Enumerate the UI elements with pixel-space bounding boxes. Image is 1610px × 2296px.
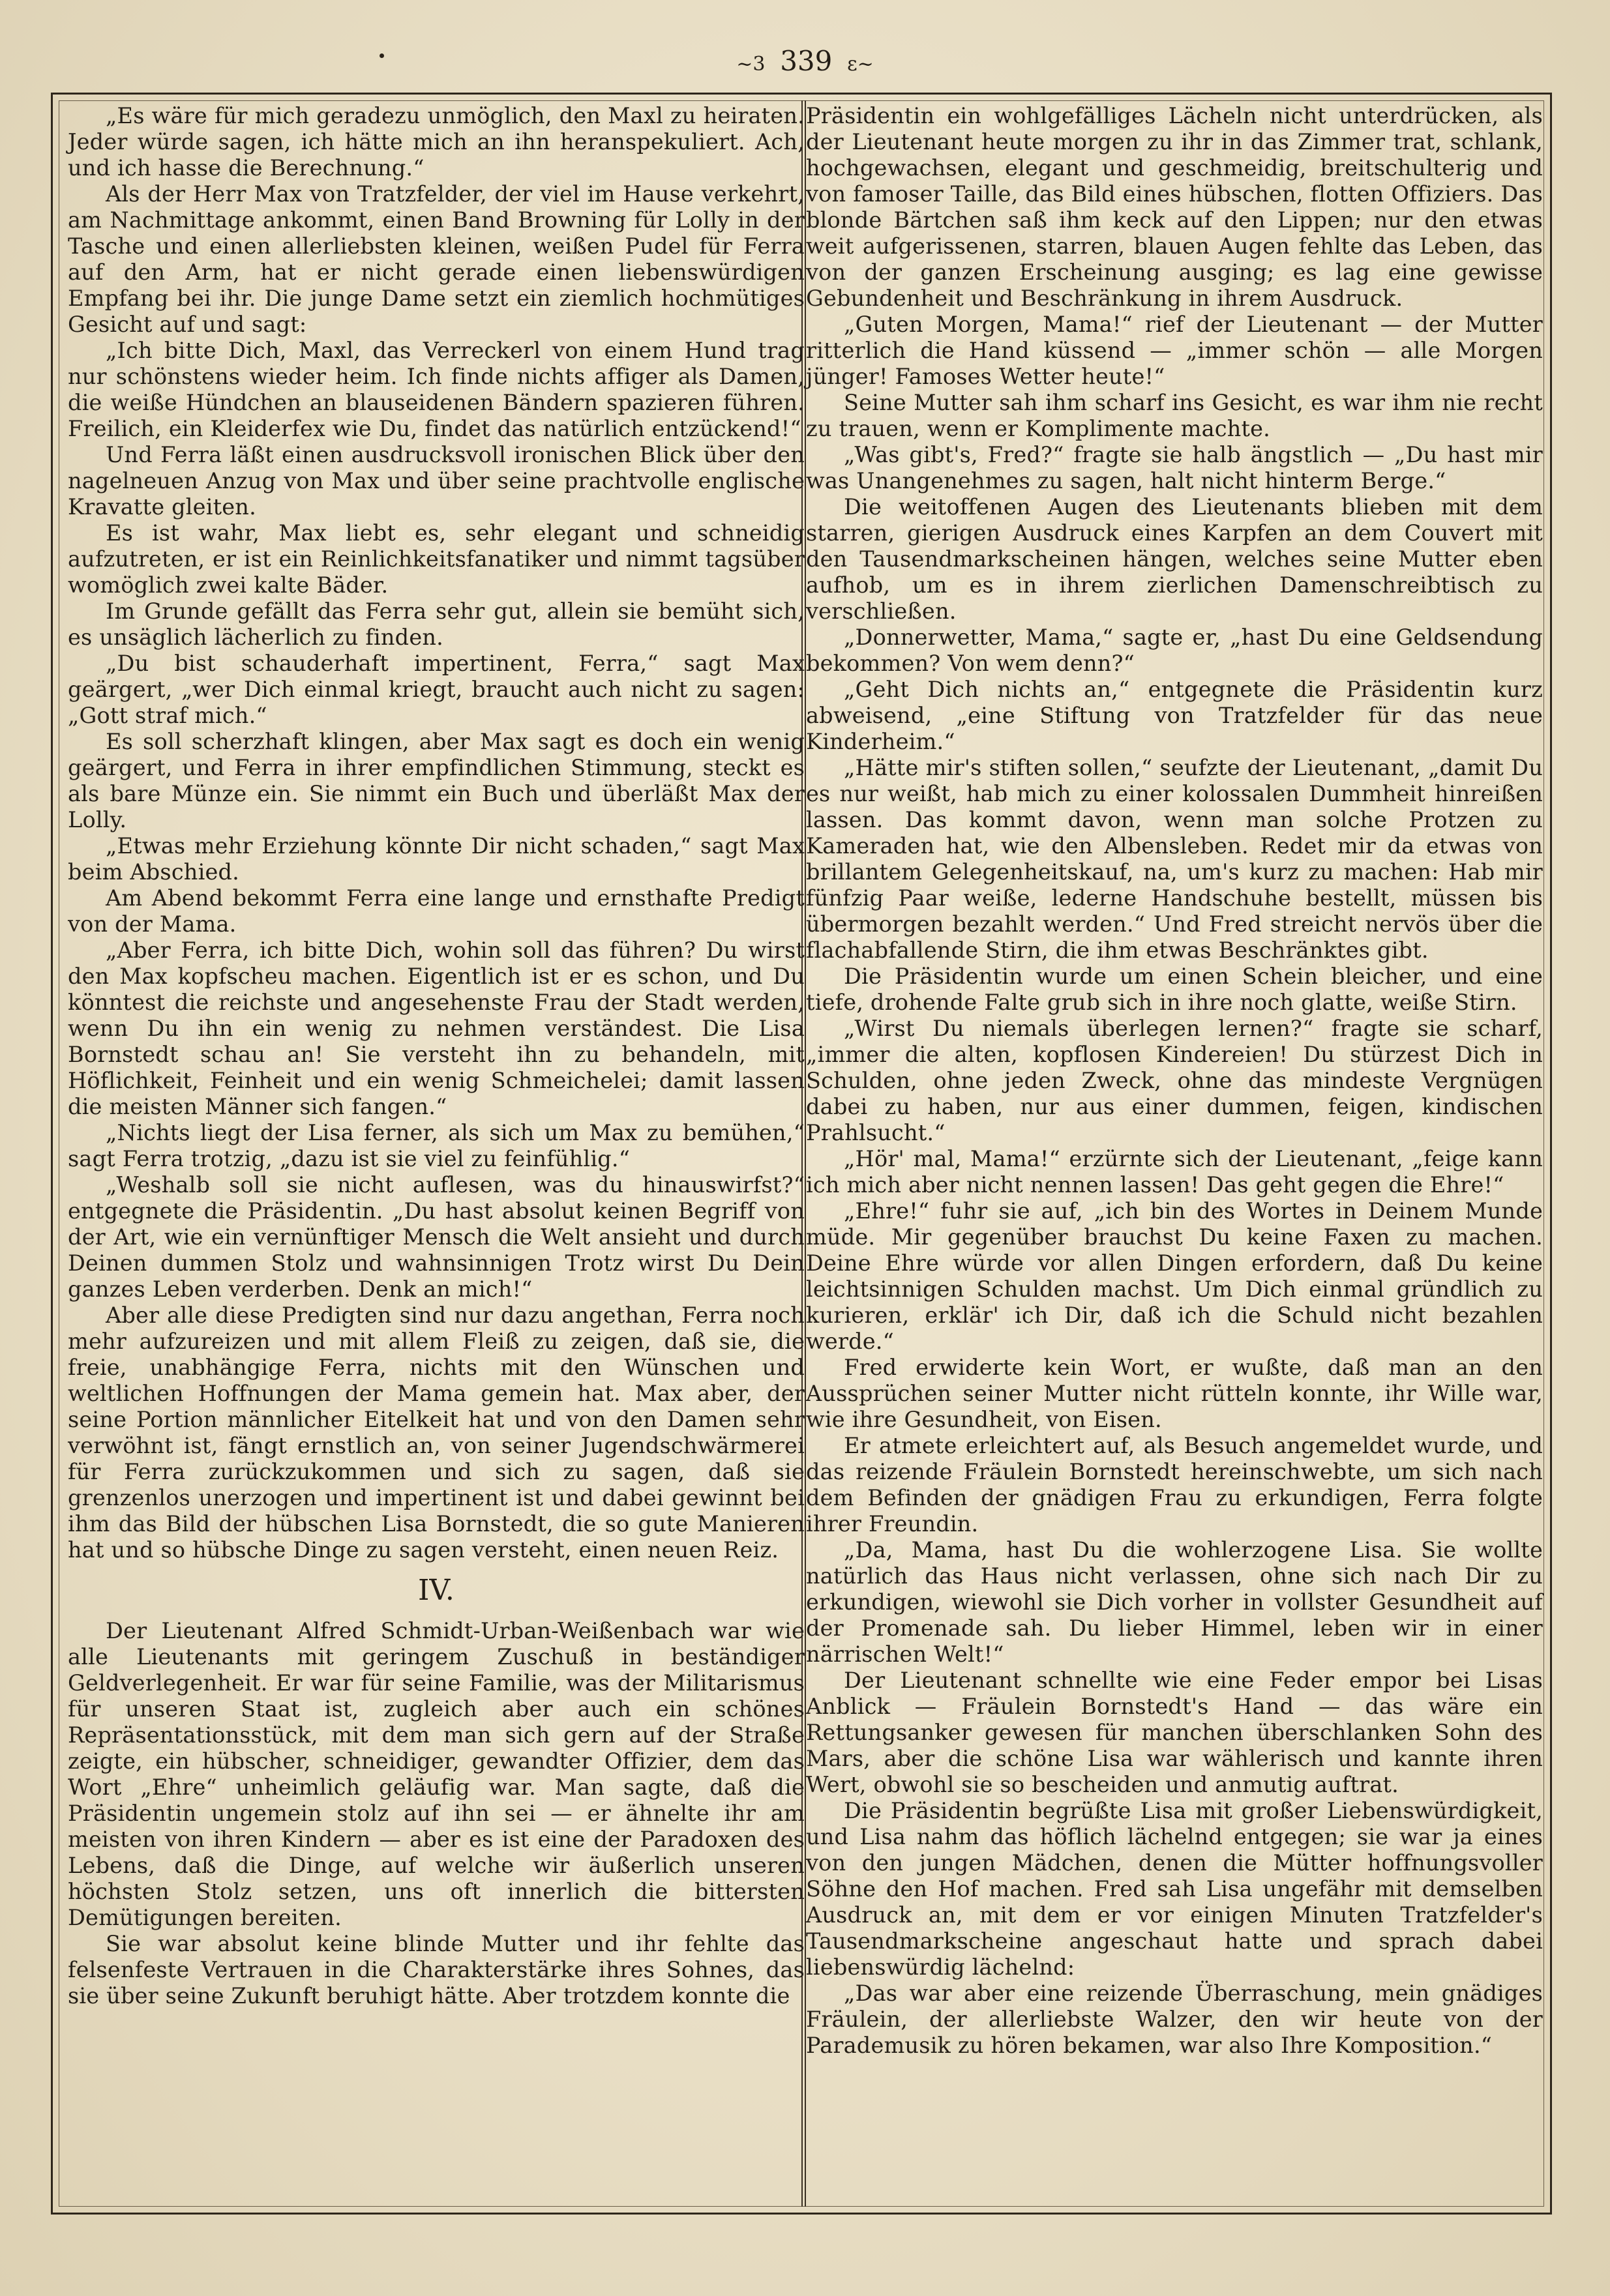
left-column	[68, 103, 805, 2205]
paragraph: „Das war aber eine reizende Überraschung, mein gnädiges Fräulein, der allerliebste Walzer, den wir heute von der Parademusik zu hören bekamen, war also Ihre Komposition.“	[806, 1980, 1543, 2058]
right-column	[806, 103, 1543, 2205]
paragraph: „Guten Morgen, Mama!“ rief der Lieutenant — der Mutter ritterlich die Hand küssend — „immer schön — alle Morgen jünger! Famoses Wetter heute!“	[806, 312, 1543, 389]
section-heading: IV.	[417, 1574, 455, 1607]
paragraph: „Es wäre für mich geradezu unmöglich, den Maxl zu heiraten. Jeder würde sagen, ich hätte mich an ihn heranspekuliert. Ach, und ich hasse die Berechnung.“	[68, 103, 805, 181]
paragraph: „Geht Dich nichts an,“ entgegnete die Präsidentin kurz abweisend, „eine Stiftung von Tratzfelder für das neue Kinderheim.“	[806, 677, 1543, 754]
paragraph: Als der Herr Max von Tratzfelder, der viel im Hause verkehrt, am Nachmittage ankommt, einen Band Browning für Lolly in der Tasche und einen allerliebsten kleinen, weißen Pudel für Ferra auf den Arm, hat er nicht gerade einen liebenswürdigen Empfang bei ihr. Die junge Dame setzt ein ziemlich hochmütiges Gesicht auf und sagt:	[68, 181, 805, 337]
header-ornament-right: ε~	[847, 53, 874, 76]
paragraph: „Etwas mehr Erziehung könnte Dir nicht schaden,“ sagt Max beim Abschied.	[68, 833, 805, 885]
paragraph: „Ich bitte Dich, Maxl, das Verreckerl von einem Hund trag nur schönstens wieder heim. Ich finde nichts affiger als Damen, die weiße Hündchen an blauseidenen Bändern spazieren führen. Freilich, ein Kleiderfex wie Du, findet das natürlich entzückend!“	[68, 338, 805, 441]
paragraph: „Weshalb soll sie nicht auflesen, was du hinauswirfst?“ entgegnete die Präsidentin. „Du hast absolut keinen Begriff von der Art, wie ein vernünftiger Mensch die Welt ansieht und durch Deinen dummen Stolz und wahnsinnigen Trotz wirst Du Dein ganzes Leben verderben. Denk an mich!“	[68, 1172, 805, 1302]
paragraph: „Hätte mir's stiften sollen,“ seufzte der Lieutenant, „damit Du es nur weißt, hab mich zu einer kolossalen Dummheit hinreißen lassen. Das kommt davon, wenn man solche Protzen zu Kameraden hat, wie den Albensleben. Redet mir da etwas von brillantem Gelegenheitskauf, na, um's kurz zu machen: Hab mir fünfzig Paar weiße, lederne Handschuhe bestellt, müssen bis übermorgen bezahlt werden.“ Und Fred streicht nervös über die flachabfallende Stirn, die ihm etwas Beschränktes gibt.	[806, 755, 1543, 963]
page-number: 339	[780, 45, 833, 77]
paragraph: Er atmete erleichtert auf, als Besuch angemeldet wurde, und das reizende Fräulein Bornstedt hereinschwebte, um sich nach dem Befinden der gnädigen Frau zu erkundigen, Ferra folgte ihrer Freundin.	[806, 1433, 1543, 1537]
paragraph-continued: Präsidentin ein wohlgefälliges Lächeln nicht unterdrücken, als der Lieutenant heute morgen zu ihr in das Zimmer trat, schlank, hochgewachsen, elegant und geschmeidig, breitschulterig und von famoser Taille, das Bild eines hübschen, flotten Offiziers. Das blonde Bärtchen saß ihm keck auf den Lippen; nur den etwas weit aufgerissenen, starren, blauen Augen fehlte das Leben, das von der ganzen Erscheinung ausging; es lag eine gewisse Gebundenheit und Beschränkung in ihrem Ausdruck.	[806, 103, 1543, 311]
paragraph: Es soll scherzhaft klingen, aber Max sagt es doch ein wenig geärgert, und Ferra in ihrer empfindlichen Stimmung, steckt es als bare Münze ein. Sie nimmt ein Buch und überläßt Max der Lolly.	[68, 729, 805, 832]
paragraph: Die Präsidentin wurde um einen Schein bleicher, und eine tiefe, drohende Falte grub sich in ihre noch glatte, weiße Stirn.	[806, 964, 1543, 1015]
paragraph: „Du bist schauderhaft impertinent, Ferra,“ sagt Max geärgert, „wer Dich einmal kriegt, braucht auch nicht zu sagen: „Gott straf mich.“	[68, 651, 805, 728]
paragraph: Der Lieutenant schnellte wie eine Feder empor bei Lisas Anblick — Fräulein Bornstedt's Hand — das wäre ein Rettungsanker gewesen für manchen überschlanken Sohn des Mars, aber die schöne Lisa war wählerisch und kannte ihren Wert, obwohl sie so bescheiden und anmutig auftrat.	[806, 1668, 1543, 1797]
paragraph: Seine Mutter sah ihm scharf ins Gesicht, es war ihm nie recht zu trauen, wenn er Komplimente machte.	[806, 390, 1543, 441]
paragraph: Aber alle diese Predigten sind nur dazu angethan, Ferra noch mehr aufzureizen und mit allem Fleiß zu zeigen, daß sie, die freie, unabhängige Ferra, nichts mit den Wünschen und weltlichen Hoffnungen der Mama gemein hat. Max aber, der seine Portion männlicher Eitelkeit hat und von den Damen sehr verwöhnt ist, fängt ernstlich an, von seiner Jugendschwärmerei für Ferra zurückzukommen und sich zu sagen, daß sie grenzenlos unerzogen und impertinent ist und dabei gewinnt bei ihm das Bild der hübschen Lisa Bornstedt, die so gute Manieren hat und so hübsche Dinge zu sagen versteht, einen neuen Reiz.	[68, 1303, 805, 1563]
paragraph: Fred erwiderte kein Wort, er wußte, daß man an den Aussprüchen seiner Mutter nicht rütteln konnte, ihr Wille war, wie ihre Gesundheit, von Eisen.	[806, 1355, 1543, 1432]
paragraph: Es ist wahr, Max liebt es, sehr elegant und schneidig aufzutreten, er ist ein Reinlichkeitsfanatiker und nimmt tagsüber womöglich zwei kalte Bäder.	[68, 520, 805, 598]
paragraph: „Nichts liegt der Lisa ferner, als sich um Max zu bemühen,“ sagt Ferra trotzig, „dazu ist sie viel zu feinfühlig.“	[68, 1120, 805, 1171]
paragraph: „Was gibt's, Fred?“ fragte sie halb ängstlich — „Du hast mir was Unangenehmes zu sagen, halt nicht hinterm Berge.“	[806, 442, 1543, 493]
paragraph: Die Präsidentin begrüßte Lisa mit großer Liebenswürdigkeit, und Lisa nahm das höflich lächelnd entgegen; sie war ja eines von den jungen Mädchen, denen die Mütter hoffnungsvoller Söhne den Hof machen. Fred sah Lisa ungefähr mit demselben Ausdruck an, mit dem er vor einigen Minuten Tratzfelder's Tausendmarkscheine angeschaut hatte und sprach dabei liebenswürdig lächelnd:	[806, 1798, 1543, 1980]
paragraph: „Da, Mama, hast Du die wohlerzogene Lisa. Sie wollte natürlich das Haus nicht verlassen, ohne sich nach Dir zu erkundigen, wiewohl sie Dich vorher in vollster Gesundheit auf der Promenade sah. Du lieber Himmel, leben wir in einer närrischen Welt!“	[806, 1537, 1543, 1667]
paragraph: „Ehre!“ fuhr sie auf, „ich bin des Wortes in Deinem Munde müde. Mir gegenüber brauchst Du keine Faxen zu machen. Deine Ehre würde vor allen Dingen erfordern, daß Du keine leichtsinnigen Schulden machst. Um Dich einmal gründlich zu kurieren, erklär' ich Dir, daß ich die Schuld nicht bezahlen werde.“	[806, 1198, 1543, 1354]
page-header	[0, 42, 1610, 81]
paragraph: „Wirst Du niemals überlegen lernen?“ fragte sie scharf, „immer die alten, kopflosen Kindereien! Du stürzest Dich in Schulden, ohne jeden Zweck, ohne das mindeste Vergnügen dabei zu haben, nur aus einer dummen, feigen, kindischen Prahlsucht.“	[806, 1016, 1543, 1145]
paragraph: Und Ferra läßt einen ausdrucksvoll ironischen Blick über den nagelneuen Anzug von Max und über seine prachtvolle englische Kravatte gleiten.	[68, 442, 805, 520]
paragraph: Die weitoffenen Augen des Lieutenants blieben mit dem starren, gierigen Ausdruck eines Karpfen an dem Couvert mit den Tausendmarkscheinen hängen, welches seine Mutter eben aufhob, um es in ihrem zierlichen Damenschreibtisch zu verschließen.	[806, 494, 1543, 624]
paragraph: „Hör' mal, Mama!“ erzürnte sich der Lieutenant, „feige kann ich mich aber nicht nennen lassen! Das geht gegen die Ehre!“	[806, 1146, 1543, 1198]
paragraph: Der Lieutenant Alfred Schmidt-Urban-Weißenbach war wie alle Lieutenants mit geringem Zuschuß in beständiger Geldverlegenheit. Er war für seine Familie, was der Militarismus für unseren Staat ist, zugleich aber auch ein schönes Repräsentationsstück, mit dem man sich gern auf der Straße zeigte, ein hübscher, schneidiger, gewandter Offizier, dem das Wort „Ehre“ unheimlich geläufig war. Man sagte, daß die Präsidentin ungemein stolz auf ihn sei — er ähnelte ihr am meisten von ihren Kindern — aber es ist eine der Paradoxen des Lebens, daß die Dinge, auf welche wir äußerlich unseren höchsten Stolz setzen, uns oft innerlich die bittersten Demütigungen bereiten.	[68, 1618, 805, 1930]
paragraph: Am Abend bekommt Ferra eine lange und ernsthafte Predigt von der Mama.	[68, 885, 805, 937]
paragraph: Im Grunde gefällt das Ferra sehr gut, allein sie bemüht sich, es unsäglich lächerlich zu finden.	[68, 598, 805, 650]
paragraph: „Donnerwetter, Mama,“ sagte er, „hast Du eine Geldsendung bekommen? Von wem denn?“	[806, 625, 1543, 676]
paragraph: „Aber Ferra, ich bitte Dich, wohin soll das führen? Du wirst den Max kopfscheu machen. Eigentlich ist er es schon, und Du könntest die reichste und angesehenste Frau der Stadt werden, wenn Du ihn ein wenig zu nehmen verständest. Die Lisa Bornstedt schau an! Sie versteht ihn zu behandeln, mit Höflichkeit, Feinheit und ein wenig Schmeichelei; damit lassen die meisten Männer sich fangen.“	[68, 937, 805, 1119]
paragraph: Sie war absolut keine blinde Mutter und ihr fehlte das felsenfeste Vertrauen in die Charakterstärke ihres Sohnes, das sie über seine Zukunft beruhigt hätte. Aber trotzdem konnte die	[68, 1931, 805, 2009]
header-ornament-left: ~3	[736, 53, 766, 76]
